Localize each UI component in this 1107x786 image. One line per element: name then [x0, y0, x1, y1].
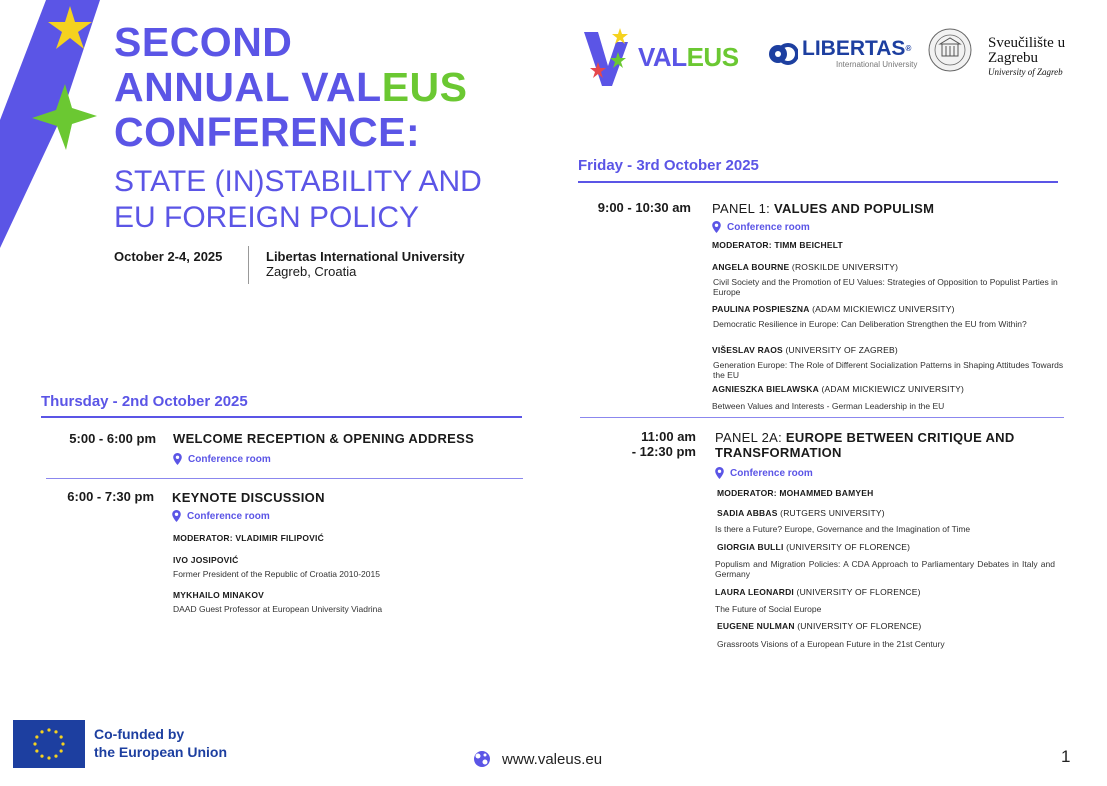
zagreb-logo-text: Sveučilište u Zagrebu University of Zagreb	[988, 35, 1066, 77]
speaker-name: GIORGIA BULLI (UNIVERSITY OF FLORENCE)	[717, 542, 911, 552]
session-location: Conference room	[173, 453, 271, 465]
valeus-v-icon	[584, 28, 634, 86]
session-title: KEYNOTE DISCUSSION	[172, 490, 325, 505]
thursday-rule	[41, 416, 522, 418]
eu-star-icon	[40, 730, 43, 733]
session-time: 6:00 - 7:30 pm	[67, 489, 154, 504]
moderator: MODERATOR: VLADIMIR FILIPOVIĆ	[173, 533, 324, 543]
title-line-2: ANNUAL VALEUS	[114, 64, 468, 110]
page-number: 1	[1061, 747, 1071, 766]
paper-title: Populism and Migration Policies: A CDA Approach to Parliamentary Debates in Italy and Germany	[715, 559, 1055, 579]
thursday-heading: Thursday - 2nd October 2025	[41, 393, 248, 410]
paper-title: Grassroots Visions of a European Future in the 21st Century	[717, 639, 945, 649]
conference-venue: Libertas International University Zagreb, Croatia	[266, 249, 465, 279]
decorative-banner	[0, 0, 100, 250]
meta-divider	[248, 246, 249, 284]
friday-rule	[578, 181, 1058, 183]
speaker-name: SADIA ABBAS (RUTGERS UNIVERSITY)	[717, 508, 885, 518]
moderator: MODERATOR: TIMM BEICHELT	[712, 240, 843, 250]
paper-title: Generation Europe: The Role of Different Socialization Patterns in Shaping Attitudes Towards the EU	[713, 360, 1064, 380]
panel-divider	[580, 417, 1064, 418]
speaker-role: DAAD Guest Professor at European University Viadrina	[173, 604, 383, 614]
paper-title: Is there a Future? Europe, Governance and the Imagination of Time	[715, 524, 971, 534]
panel-location: Conference room	[715, 467, 813, 479]
friday-heading: Friday - 3rd October 2025	[578, 157, 759, 174]
speaker-name: AGNIESZKA BIELAWSKA (ADAM MICKIEWICZ UNIVERSITY)	[712, 384, 965, 394]
paper-title: Between Values and Interests - German Leadership in the EU	[712, 401, 945, 411]
panel-time: 9:00 - 10:30 am	[597, 200, 691, 215]
eu-star-icon	[60, 735, 63, 738]
session-time: 5:00 - 6:00 pm	[69, 431, 156, 446]
valeus-globe-icon	[472, 750, 492, 768]
paper-title: The Future of Social Europe	[715, 604, 822, 614]
session-location: Conference room	[172, 510, 270, 522]
speaker-name: IVO JOSIPOVIĆ	[173, 555, 239, 565]
panel-title: PANEL 1: VALUES AND POPULISM	[712, 201, 935, 216]
eu-star-icon	[35, 735, 38, 738]
website-link[interactable]: www.valeus.eu	[472, 750, 602, 768]
conference-title	[114, 20, 468, 155]
title-line-3: CONFERENCE:	[114, 109, 421, 155]
conference-subtitle: STATE (IN)STABILITY AND EU FOREIGN POLICY	[114, 165, 482, 234]
speaker-name: PAULINA POSPIESZNA (ADAM MICKIEWICZ UNIVERSITY)	[712, 304, 955, 314]
panel-time: 11:00 am - 12:30 pm	[631, 429, 696, 459]
speaker-name: ANGELA BOURNE (ROSKILDE UNIVERSITY)	[712, 262, 899, 272]
speaker-name: MYKHAILO MINAKOV	[173, 590, 265, 600]
cofunded-label: Co-funded by the European Union	[94, 726, 227, 760]
location-pin-icon	[172, 510, 181, 522]
eu-star-icon	[54, 755, 57, 758]
eu-star-icon	[60, 749, 63, 752]
eu-star-icon	[35, 749, 38, 752]
eu-star-icon	[61, 742, 64, 745]
session-title: WELCOME RECEPTION & OPENING ADDRESS	[173, 431, 475, 446]
eu-star-icon	[40, 755, 43, 758]
speaker-role: Former President of the Republic of Croatia 2010-2015	[173, 569, 380, 579]
speaker-name: EUGENE NULMAN (UNIVERSITY OF FLORENCE)	[717, 621, 922, 631]
banner-stripe	[0, 0, 100, 248]
valeus-logo: VALEUS	[584, 28, 739, 86]
panel-title: PANEL 2A: EUROPE BETWEEN CRITIQUE AND TRANSFORMATION	[715, 430, 1015, 460]
speaker-name: VIŠESLAV RAOS (UNIVERSITY OF ZAGREB)	[712, 345, 898, 355]
location-pin-icon	[173, 453, 182, 465]
eu-star-icon	[33, 742, 36, 745]
eu-star-icon	[54, 730, 57, 733]
university-seal-icon	[928, 28, 972, 72]
title-line-1: SECOND	[114, 19, 293, 65]
panel-location: Conference room	[712, 221, 810, 233]
paper-title: Civil Society and the Promotion of EU Values: Strategies of Opposition to Populist Parties in Europe	[713, 277, 1058, 297]
eu-star-icon	[47, 728, 50, 731]
paper-title: Democratic Resilience in Europe: Can Deliberation Strengthen the EU from Within?	[713, 319, 1027, 329]
conference-dates: October 2-4, 2025	[114, 249, 223, 264]
libertas-emblem-icon	[766, 40, 798, 68]
session-divider	[46, 478, 523, 479]
eu-flag-icon	[13, 720, 85, 768]
location-pin-icon	[715, 467, 724, 479]
location-pin-icon	[712, 221, 721, 233]
moderator: MODERATOR: MOHAMMED BAMYEH	[717, 488, 874, 498]
libertas-logo: LIBERTAS® International University	[766, 38, 917, 69]
speaker-name: LAURA LEONARDI (UNIVERSITY OF FLORENCE)	[715, 587, 921, 597]
eu-star-icon	[47, 756, 50, 759]
